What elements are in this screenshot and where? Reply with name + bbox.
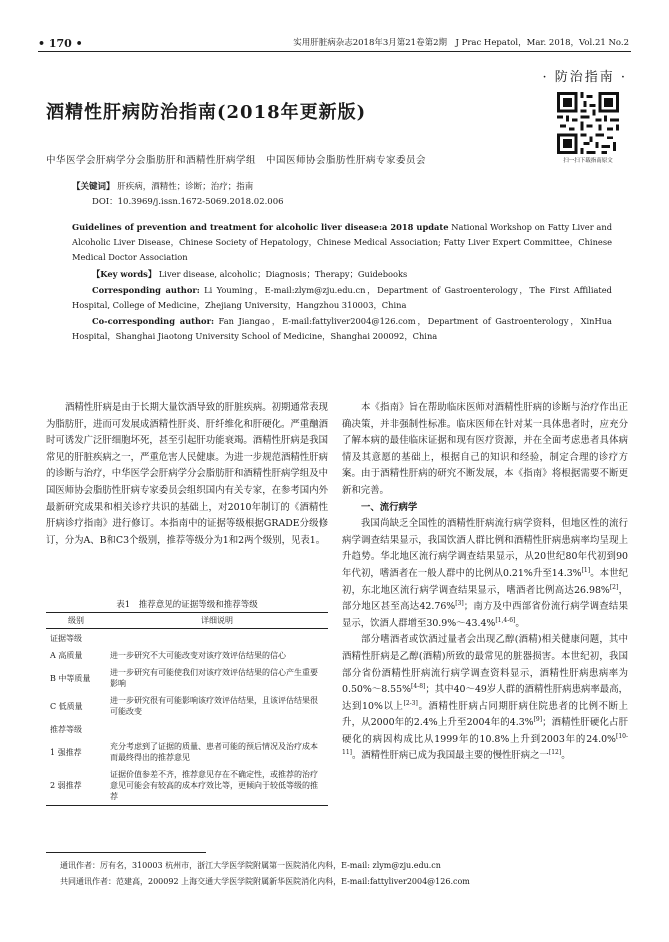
text-run: 。本世纪初，东北地区流行病学调查结果显示，嗜酒者比例高达26.98% [342,567,628,596]
table-cell-level: B 中等质量 [50,673,91,683]
english-title [72,220,612,265]
corresponding-author [72,283,612,314]
table-group-row [46,629,328,648]
footnote-corresponding: 通讯作者：厉有名，310003 杭州市，浙江大学医学院附属第一医院消化内科，E-mail: zlym@zju.edu.cn [60,861,441,870]
citation-ref[interactable]: [4-8] [411,682,426,690]
text-run: 部分嗜酒者或饮酒过量者会出现乙醇(酒精)相关健康问题，其中酒精性肝病是乙醇(酒精)所致的最常见的脏器损害。本世纪初，我国部分省份酒精性肝病流行病学调查资料显示，酒精性肝病患病率为0.50%～8.55% [342,634,628,696]
table-header-row [46,613,328,629]
purpose-paragraph: 本《指南》旨在帮助临床医师对酒精性肝病的诊断与治疗作出正确决策，并非强制性标准。临床医师在针对某一具体患者时，应充分了解本病的最佳临床证据和现有医疗资源，并在全面考虑患者具体病情及其意愿的基础上，根据自己的知识和经验，制定合理的诊疗方案。由于酒精性肝病的研究不断发展，本《指南》将根据需要不断更新和完善。 [342,402,628,496]
text-run: ；南方及中西部省份流行病学调查结果显示，饮酒人群增至30.9%～43.4% [342,601,628,629]
section-heading-epidemiology: 一、流行病学 [361,501,418,513]
keywords-cn-text: 肝疾病，酒精性；诊断；治疗；指南 [117,182,254,192]
intro-paragraph: 酒精性肝病是由于长期大量饮酒导致的肝脏疾病。初期通常表现为脂肪肝，进而可发展成酒精性肝炎、肝纤维化和肝硬化。严重酗酒时可诱发广泛肝细胞坏死，甚至引起肝功能衰竭。酒精性肝病是我国常见的肝脏疾病之一，严重危害人民健康。为进一步规范酒精性肝病的诊断与治疗，中华医学会肝病学分会脂肪肝和酒精性肝病学组及中国医师协会脂肪性肝病专家委员会组织国内有关专家，在参考国内外最新研究成果和相关诊疗共识的基础上，对2010年制订的《酒精性肝病诊疗指南》进行修订。本指南中的证据等级根据GRADE分级修订，分为A、B和C3个级别，推荐等级分为1和2两个级别，见表1。 [46,402,328,546]
citation-ref[interactable]: [10-11] [342,732,628,757]
epidemiology-paragraph-1 [342,516,628,632]
text-run: 。酒精性肝病占同期肝病住院患者的比例不断上升，从2000年的2.4%上升至2004年的4.3% [342,700,628,729]
left-column [46,400,328,549]
table-row [46,766,328,806]
co-corresponding-text: Fan Jiangao，E-mail:fattyliver2004@126.com，Department of Gastroenterology，XinHua Hospital，Shanghai Jiaotong University School of Medicine，Shanghai 200092，China [72,315,612,341]
table-cell-desc: 进一步研究很有可能影响该疗效评估结果，且该评估结果很可能改变 [110,696,318,716]
doi[interactable]: DOI：10.3969/j.issn.1672-5069.2018.02.006 [92,196,284,207]
footnote-rule [46,852,206,853]
table-cell-level: 1 强推荐 [50,747,82,757]
corresponding-label: Corresponding author: [92,284,200,295]
right-column [342,400,628,765]
table-row [46,738,328,766]
text-run: ；酒精性肝硬化占肝硬化的病因构成比从1999年的10.8%上升到2003年的24.0% [342,717,628,745]
table-group-evidence: 证据等级 [50,634,82,643]
text-run: ，部分地区甚至高达42.76% [342,584,628,613]
text-run: 。 [561,750,571,762]
text-run: 。酒精性肝病已成为我国最主要的慢性肝病之一 [351,750,549,762]
table-cell-desc: 进一步研究不大可能改变对该疗效评估结果的信心 [110,651,286,660]
table-group-row [46,720,328,738]
citation-ref[interactable]: [1,4-6] [495,616,516,624]
table-cell-level: 2 弱推荐 [46,766,106,806]
journal-header: 实用肝脏病杂志2018年3月第21卷第2期 J Prac Hepatol，Mar. 2018，Vol.21 No.2 [293,38,629,48]
table-row [46,692,328,720]
recommendation-table [46,612,328,806]
citation-ref[interactable]: [3] [455,600,464,607]
table-cell-desc: 进一步研究有可能使我们对该疗效评估结果的信心产生重要影响 [110,668,318,688]
table-cell-desc: 证据价值参差不齐，推荐意见存在不确定性，或推荐的治疗意见可能会有较高的成本疗效比等，更倾向于较低等级的推荐 [106,766,328,806]
qr-code-icon[interactable] [557,92,619,154]
table-row [46,664,328,692]
keywords-cn-label: 【关键词】 [72,182,115,192]
table-cell-level: C 低质量 [50,701,83,711]
english-meta [72,267,612,345]
co-corresponding-author [72,314,612,345]
epidemiology-paragraph-2 [342,632,628,765]
co-corresponding-label: Co-corresponding author: [92,315,215,326]
corresponding-text: Li Youming，E-mail:zlym@zju.edu.cn，Department of Gastroenterology，The First Affiliated Hospital, College of Medicine，Zhejiang University，Hangzhou 310003，China [72,284,612,310]
citation-ref[interactable]: [2] [609,583,619,591]
page-title: 酒精性肝病防治指南(2018年更新版) [46,102,367,123]
page-number: • 170 • [38,37,83,50]
citation-ref[interactable]: [2-3] [403,699,418,707]
table-group-recommendation: 推荐等级 [50,725,82,734]
keywords-en [72,267,612,283]
text-run: 。 [515,617,525,629]
keywords-en-text: Liver disease, alcoholic；Diagnosis；Therapy；Guidebooks [158,269,408,279]
keywords-cn [72,180,612,195]
footnote-co-corresponding: 共同通讯作者：范建高，200092 上海交通大学医学院附属新华医院消化内科，E-mail:fattyliver2004@126.com [60,877,470,886]
citation-ref[interactable]: [12] [548,749,562,757]
table-header-level: 级别 [46,613,106,629]
header-rule [38,51,631,52]
text-run: 我国尚缺乏全国性的酒精性肝病流行病学资料，但地区性的流行病学调查结果显示，我国饮酒人群比例和酒精性肝病患病率均呈现上升趋势。华北地区流行病学调查结果显示，从20世纪80年代初到90年代初，嗜酒者在一般人群中的比例从0.21%升至14.3% [342,518,628,579]
table-row [46,647,328,664]
qr-caption: 扫一扫下载指南原文 [563,158,613,164]
text-run: ；其中40～49岁人群的酒精性肝病患病率最高，达到10%以上 [342,684,628,712]
section-tag: · 防治指南 · [542,70,627,85]
abstract-meta-cn [72,180,612,209]
table-cell-level: A 高质量 [50,651,83,660]
citation-ref[interactable]: [9] [533,716,543,724]
english-title-main: Guidelines of prevention and treatment for alcoholic liver disease:a 2018 update [72,222,449,232]
table-cell-desc: 充分考虑到了证据的质量、患者可能的预后情况及治疗成本而最终得出的推荐意见 [110,742,318,762]
keywords-en-label: 【Key words】 [92,269,157,279]
citation-ref[interactable]: [1] [581,566,591,574]
table-header-detail: 详细说明 [106,613,328,629]
authors-line: 中华医学会肝病学分会脂肪肝和酒精性肝病学组 中国医师协会脂肪性肝病专家委员会 [46,155,427,166]
table-title: 表1 推荐意见的证据等级和推荐等级 [116,600,258,610]
english-title-orgs: National Workshop on Fatty Liver and Alcoholic Liver Disease，Chinese Society of Hepatology，Chinese Medical Association; Fatty Liver Expert Committee，Chinese Medical Doctor Association [72,222,613,262]
